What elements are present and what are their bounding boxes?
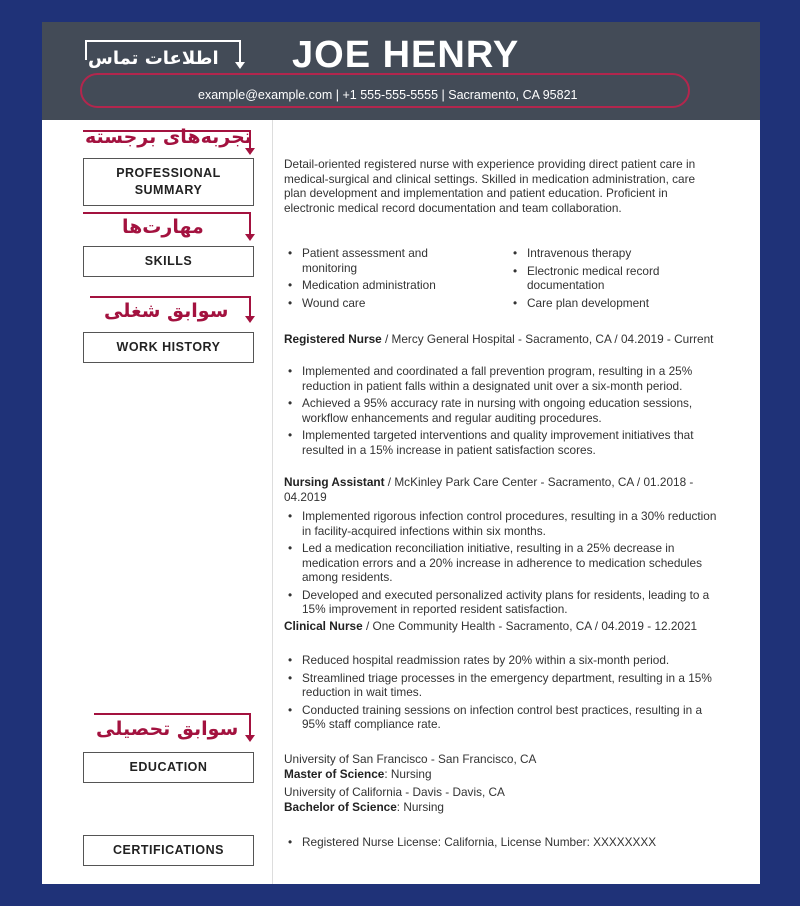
list-item: • Electronic medical record documentation xyxy=(509,264,729,293)
resume-header xyxy=(42,22,760,120)
professional-summary-label: PROFESSIONAL SUMMARY xyxy=(83,158,254,206)
contact-annotation-line xyxy=(85,40,241,42)
job-title-1: Registered Nurse / Mercy General Hospital - Sacramento, CA / 04.2019 - Current xyxy=(284,332,714,346)
education-annotation: سوابق تحصیلی xyxy=(96,718,239,740)
list-item: • Care plan development xyxy=(509,296,729,311)
contact-annotation: اطلاعات تماس xyxy=(88,48,219,69)
job-title-2: Nursing Assistant / McKinley Park Care Center - Sacramento, CA / 01.2018 - 04.2019 xyxy=(284,475,694,504)
contact-line: example@example.com | +1 555-555-5555 | Sacramento, CA 95821 xyxy=(198,88,578,102)
education-entry-2: University of California - Davis - Davis, CA Bachelor of Science: Nursing xyxy=(284,785,505,814)
list-item: • Medication administration xyxy=(284,278,484,293)
skills-annotation-stem xyxy=(249,212,251,236)
skills-column-2 xyxy=(509,246,729,313)
list-item: • Achieved a 95% accuracy rate in nursing with ongoing education sessions, workflow enhancements and regular auditing procedures. xyxy=(284,396,724,425)
list-item: • Conducted training sessions on infection control best practices, resulting in a 95% staff compliance rate. xyxy=(284,703,724,732)
skills-label: SKILLS xyxy=(83,246,254,277)
contact-annotation-bar xyxy=(85,40,87,60)
certifications-label: CERTIFICATIONS xyxy=(83,835,254,866)
column-divider xyxy=(272,120,273,884)
list-item: • Implemented rigorous infection control procedures, resulting in a 30% reduction in facility-acquired infections within six months. xyxy=(284,509,724,538)
education-annotation-stem xyxy=(249,713,251,737)
work-history-annotation: سوابق شغلی xyxy=(104,300,229,322)
education-annotation-line xyxy=(94,713,251,715)
candidate-name: JOE HENRY xyxy=(292,34,520,76)
list-item: • Streamlined triage processes in the emergency department, resulting in a 15% reduction in wait times. xyxy=(284,671,724,700)
list-item: • Implemented targeted interventions and quality improvement initiatives that resulted in a 15% increase in patient satisfaction scores. xyxy=(284,428,724,457)
job-2-bullets xyxy=(284,509,724,620)
summary-text: Detail-oriented registered nurse with experience providing direct patient care in medical-surgical and clinical settings. Skilled in medication administration, care plan development and implementation and patient education. Proficient in electronic medical record documentation and team collaboration. xyxy=(284,157,696,215)
skills-annotation: مهارت‌ها xyxy=(122,216,204,238)
list-item: • Wound care xyxy=(284,296,484,311)
job-1-bullets xyxy=(284,364,724,460)
list-item: • Implemented and coordinated a fall prevention program, resulting in a 25% reduction in patient falls within a designated unit over a six-month period. xyxy=(284,364,724,393)
list-item: • Reduced hospital readmission rates by 20% within a six-month period. xyxy=(284,653,724,668)
job-title-3: Clinical Nurse / One Community Health - Sacramento, CA / 04.2019 - 12.2021 xyxy=(284,619,698,633)
list-item: • Registered Nurse License: California, License Number: XXXXXXXX xyxy=(284,835,724,850)
highlights-annotation: تجربه‌های برجسته xyxy=(85,126,252,148)
job-3-bullets xyxy=(284,653,724,735)
work-arrow-icon xyxy=(245,316,255,323)
education-entry-1: University of San Francisco - San Francisco, CA Master of Science: Nursing xyxy=(284,752,537,781)
list-item: • Developed and executed personalized activity plans for residents, leading to a 15% improvement in reported resident satisfaction. xyxy=(284,588,724,617)
education-arrow-icon xyxy=(245,735,255,742)
skills-column-1 xyxy=(284,246,484,313)
list-item: • Led a medication reconciliation initiative, resulting in a 25% decrease in medication errors and a 20% increase in adherence to medication schedules among residents. xyxy=(284,541,724,585)
skills-annotation-line xyxy=(83,212,251,214)
list-item: • Patient assessment and monitoring xyxy=(284,246,484,275)
contact-annotation-stem xyxy=(239,40,241,64)
list-item: • Intravenous therapy xyxy=(509,246,729,261)
education-label: EDUCATION xyxy=(83,752,254,783)
work-annotation-stem xyxy=(249,296,251,318)
skills-arrow-icon xyxy=(245,234,255,241)
contact-arrow-icon xyxy=(235,62,245,69)
certifications-list xyxy=(284,835,724,853)
work-history-label: WORK HISTORY xyxy=(83,332,254,363)
work-annotation-line xyxy=(90,296,251,298)
highlights-arrow-icon xyxy=(245,148,255,155)
resume-page xyxy=(42,22,760,884)
